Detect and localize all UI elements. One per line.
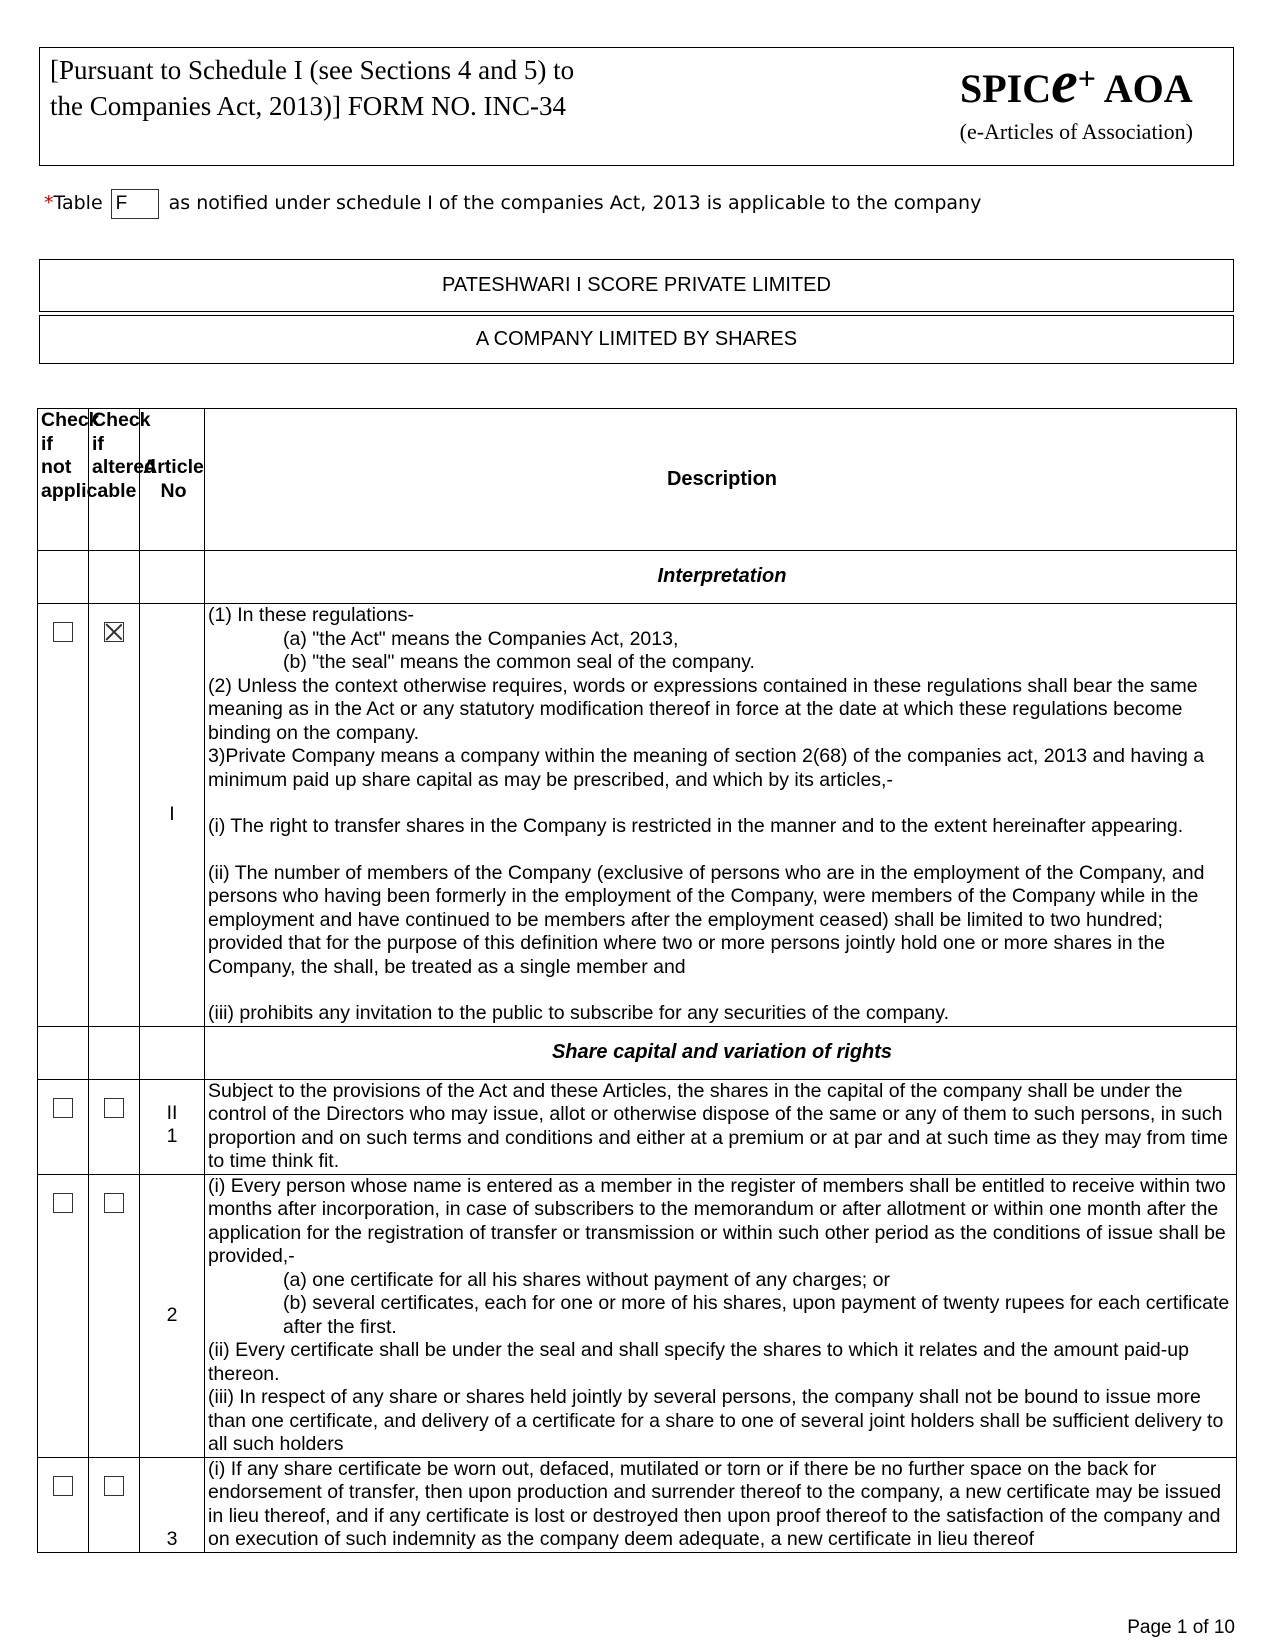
- table-suffix: as notified under schedule I of the companies Act, 2013 is applicable to the company: [168, 192, 982, 214]
- article-number: 3: [140, 1457, 205, 1552]
- empty-cell: [89, 1026, 140, 1079]
- page-number: Page 1 of 10: [1127, 1617, 1235, 1638]
- clause: 3)Private Company means a company within the meaning of section 2(68) of the companies act, 2013 and having a minimum paid up share capital as may be prescribed, and which by its articles,-: [208, 745, 1205, 791]
- required-asterisk: *: [44, 192, 54, 214]
- clause: (b) several certificates, each for one or more of his shares, upon payment of twenty rupees for each certificate after the first.: [283, 1292, 1230, 1338]
- company-name[interactable]: PATESHWARI I SCORE PRIVATE LIMITED: [39, 259, 1234, 312]
- article-number: 2: [140, 1174, 205, 1457]
- brand-logo: SPICe+ AOA: [959, 49, 1193, 115]
- clause: (b) "the seal" means the common seal of the company.: [283, 651, 755, 673]
- section-row-interpretation: [38, 551, 1237, 604]
- form-brand: [959, 49, 1193, 145]
- citation-line-2: the Companies Act, 2013)] FORM NO. INC-34: [50, 91, 566, 121]
- section-row-share-capital: [38, 1026, 1237, 1079]
- table-label: Table: [53, 192, 103, 214]
- article-description: (i) If any share certificate be worn out, defaced, mutilated or torn or if there be no further space on the back for endorsement of transfer, then upon production and surrender thereof to the company, a new certificate may be issued in lieu thereof, and if any certificate is lost or destroyed then upon proof thereof to the satisfaction of the company and on execution of such indemnity as the company deem adequate, a new certificate in lieu thereof: [205, 1457, 1237, 1552]
- clause: (a) "the Act" means the Companies Act, 2013,: [283, 627, 679, 650]
- clause: (i) Every person whose name is entered as a member in the register of members shall be entitled to receive within two months after incorporation, in case of subscribers to the memorandum or after allotment or within one month after the application for the registration of transfer or transmission or within such other period as the conditions of issue shall be provided,-: [208, 1174, 1226, 1267]
- column-altered: Check if altered: [89, 409, 140, 551]
- altered-checkbox[interactable]: [104, 1098, 124, 1118]
- empty-cell: [140, 1026, 205, 1079]
- column-not-applicable: Check if not applicable: [38, 409, 89, 551]
- section-title: Share capital and variation of rights: [205, 1026, 1237, 1079]
- article-row-3: [38, 1457, 1237, 1552]
- clause: (ii) The number of members of the Company (exclusive of persons who are in the employment of the Company, and persons who having been formerly in the employment of the Company, were members of the Company while in the employment and have continued to be members after the employment ceased) shall be limited to two hundred; provided that for the purpose of this definition where two or more persons jointly hold one or more shares in the Company, the shall, be treated as a single member and: [208, 861, 1205, 978]
- clause: (i) The right to transfer shares in the Company is restricted in the manner and to the extent hereinafter appearing.: [208, 815, 1184, 837]
- clause: (2) Unless the context otherwise requires, words or expressions contained in these regulations shall bear the same meaning as in the Act or any statutory modification thereof in force at the date at which these regulations become binding on the company.: [208, 674, 1198, 744]
- altered-checkbox[interactable]: [104, 1193, 124, 1213]
- empty-cell: [38, 1026, 89, 1079]
- empty-cell: [89, 551, 140, 604]
- clause: (a) one certificate for all his shares without payment of any charges; or: [283, 1268, 890, 1291]
- section-title: Interpretation: [205, 551, 1237, 604]
- clause: (iii) prohibits any invitation to the public to subscribe for any securities of the company.: [208, 1002, 949, 1024]
- article-row-ii-1: [38, 1079, 1237, 1174]
- company-type[interactable]: A COMPANY LIMITED BY SHARES: [39, 315, 1234, 364]
- article-number: II 1: [140, 1079, 205, 1174]
- not-applicable-checkbox[interactable]: [53, 1193, 73, 1213]
- article-description: [205, 1174, 1237, 1457]
- table-header-row: [38, 409, 1237, 551]
- article-description: Subject to the provisions of the Act and these Articles, the shares in the capital of the company shall be under the control of the Directors who may issue, allot or otherwise dispose of the same or any of them to such persons, in such proportion and on such terms and conditions and either at a premium or at par and at such time as they may from time to time think fit.: [205, 1079, 1237, 1174]
- article-row-i: [38, 604, 1237, 1027]
- articles-table: [37, 408, 1237, 1553]
- table-selection-row: [44, 186, 1234, 220]
- form-header: [39, 47, 1234, 166]
- table-input[interactable]: F: [111, 189, 159, 219]
- brand-subtitle: (e-Articles of Association): [959, 119, 1193, 144]
- clause: (ii) Every certificate shall be under the seal and shall specify the shares to which it relates and the amount paid-up thereon.: [208, 1339, 1189, 1385]
- altered-checkbox[interactable]: [104, 622, 124, 642]
- clause: (1) In these regulations-: [208, 604, 414, 626]
- empty-cell: [38, 551, 89, 604]
- article-description: [205, 604, 1237, 1027]
- not-applicable-checkbox[interactable]: [53, 622, 73, 642]
- form-citation: [50, 52, 574, 124]
- not-applicable-checkbox[interactable]: [53, 1476, 73, 1496]
- column-article-no: Article No: [140, 409, 205, 551]
- altered-checkbox[interactable]: [104, 1476, 124, 1496]
- not-applicable-checkbox[interactable]: [53, 1098, 73, 1118]
- clause: (iii) In respect of any share or shares held jointly by several persons, the company shall not be bound to issue more than one certificate, and delivery of a certificate for a share to one of several joint holders shall be sufficient delivery to all such holders: [208, 1386, 1224, 1455]
- empty-cell: [140, 551, 205, 604]
- column-description: Description: [205, 409, 1237, 551]
- citation-line-1: [Pursuant to Schedule I (see Sections 4 and 5) to: [50, 55, 575, 85]
- article-number: I: [140, 604, 205, 1027]
- article-row-2: [38, 1174, 1237, 1457]
